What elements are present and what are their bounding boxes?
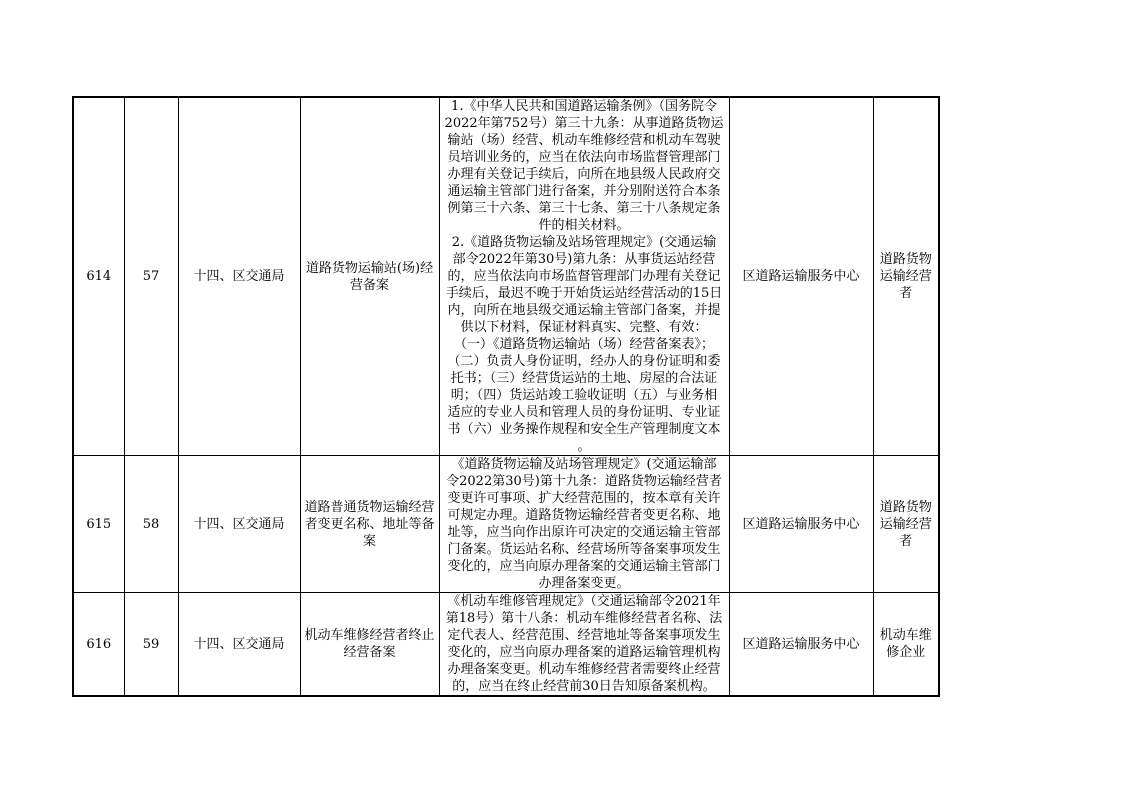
legal-basis-cell-line: 输站（场）经营、机动车维修经营和机动车驾驶 <box>447 133 721 148</box>
department-cell: 十四、区交通局 <box>178 97 300 456</box>
target-party-cell-line: 者 <box>899 533 913 549</box>
item-name-cell-line: 者变更名称、地址等备 <box>304 516 435 532</box>
filing-items-table <box>72 96 940 697</box>
legal-basis-cell-line: 变更许可事项、扩大经营范围的，按本章有关许 <box>447 491 721 506</box>
target-party-cell <box>873 456 939 593</box>
legal-basis-cell-line: 手续后，最迟不晚于开始货运站经营活动的15日 <box>445 286 723 301</box>
legal-basis-cell-line: 办理备案变更。机动车维修经营者需要终止经营 <box>447 662 721 677</box>
legal-basis-cell-line: 变化的，应当向原办理备案的道路运输管理机构 <box>447 645 721 660</box>
department-cell: 十四、区交通局 <box>178 456 300 593</box>
legal-basis-cell-line: 的，应当依法向市场监督管理部门办理有关登记 <box>447 269 721 284</box>
agency-cell: 区道路运输服务中心 <box>729 593 873 697</box>
legal-basis-cell-line: 令2022第30号)第十九条：道路货物运输经营者 <box>446 474 722 489</box>
legal-basis-cell-line: 员培训业务的，应当在依法向市场监督管理部门 <box>447 150 721 165</box>
legal-basis-cell-line: 。 <box>577 439 591 454</box>
legal-basis-cell-line: 2022年第752号）第三十九条：从事道路货物运 <box>444 116 724 131</box>
target-party-cell-line: 修企业 <box>886 645 926 660</box>
target-party-cell-line: 机动车维 <box>879 628 932 643</box>
legal-basis-cell-line: 托书；（三）经营货运站的土地、房屋的合法证 <box>450 371 718 386</box>
legal-basis-cell-line: 变化的，应当向原办理备案的交通运输主管部门 <box>447 559 721 574</box>
legal-basis-cell-line: 第18号）第十八条：机动车维修经营者名称、法 <box>445 611 723 626</box>
legal-basis-cell-line: 1.《中华人民共和国道路运输条例》（国务院令 <box>451 99 717 114</box>
item-name-cell <box>300 456 439 593</box>
item-name-cell-line: 道路普通货物运输经营 <box>304 499 435 515</box>
item-name-cell-line: 案 <box>362 533 376 549</box>
item-name-cell <box>300 97 439 456</box>
legal-basis-cell-line: 定代表人、经营范围、经营地址等备案事项发生 <box>447 628 721 643</box>
target-party-cell-line: 运输经营 <box>879 269 932 284</box>
legal-basis-cell-line: 《道路货物运输及站场管理规定》(交通运输部 <box>451 457 717 472</box>
legal-basis-cell-line: 通运输主管部门进行备案，并分别附送符合本条 <box>447 184 721 199</box>
item-name-cell-line: 经营备案 <box>343 645 396 660</box>
item-name-cell-line: 道路货物运输站(场)经 <box>305 260 434 276</box>
legal-basis-cell-line: （一）《道路货物运输站（场）经营备案表》； <box>453 337 714 352</box>
target-party-cell-line: 者 <box>899 286 913 301</box>
agency-cell: 区道路运输服务中心 <box>729 456 873 593</box>
table-row <box>73 456 939 593</box>
legal-basis-cell-line: 《机动车维修管理规定》（交通运输部令2021年 <box>447 594 721 609</box>
item-number-cell: 57 <box>124 97 178 456</box>
table-row <box>73 593 939 697</box>
legal-basis-cell-line: 办理备案变更。 <box>538 576 630 591</box>
serial-number-cell: 614 <box>73 97 124 456</box>
legal-basis-cell-line: 供以下材料，保证材料真实、完整、有效： <box>460 320 708 335</box>
item-number-cell: 59 <box>124 593 178 697</box>
legal-basis-cell-line: 内，向所在地县级交通运输主管部门备案，并提 <box>447 303 721 318</box>
target-party-cell-line: 运输经营 <box>879 516 932 532</box>
legal-basis-cell <box>439 593 729 697</box>
item-name-cell-line: 机动车维修经营者终止 <box>304 628 435 643</box>
legal-basis-cell-line: （二）负责人身份证明，经办人的身份证明和委 <box>447 354 721 369</box>
legal-basis-cell-line: 书（六）业务操作规程和安全生产管理制度文本 <box>447 422 721 437</box>
item-name-cell-line: 营备案 <box>349 277 389 293</box>
legal-basis-cell-line: 明；（四）货运站竣工验收证明（五）与业务相 <box>450 388 718 403</box>
legal-basis-cell-line: 部令2022年第30号)第九条：从事货运站经营 <box>452 252 716 267</box>
legal-basis-cell <box>439 456 729 593</box>
legal-basis-cell-line: 办理有关登记手续后，向所在地县级人民政府交 <box>447 167 721 182</box>
table-row <box>73 97 939 456</box>
legal-basis-cell-line: 门备案。货运站名称、经营场所等备案事项发生 <box>447 542 721 557</box>
target-party-cell <box>873 593 939 697</box>
department-cell: 十四、区交通局 <box>178 593 300 697</box>
target-party-cell <box>873 97 939 456</box>
serial-number-cell: 616 <box>73 593 124 697</box>
target-party-cell-line: 道路货物 <box>879 499 932 515</box>
legal-basis-cell-line: 例第三十六条、第三十七条、第三十八条规定条 <box>447 201 721 216</box>
serial-number-cell: 615 <box>73 456 124 593</box>
target-party-cell-line: 道路货物 <box>879 252 932 267</box>
legal-basis-cell-line: 适应的专业人员和管理人员的身份证明、专业证 <box>447 405 721 420</box>
item-number-cell: 58 <box>124 456 178 593</box>
legal-basis-cell-line: 件的相关材料。 <box>538 218 630 233</box>
legal-basis-cell <box>439 97 729 456</box>
legal-basis-cell-line: 址等，应当向作出原许可决定的交通运输主管部 <box>447 525 721 540</box>
legal-basis-cell-line: 的，应当在终止经营前30日告知原备案机构。 <box>452 679 716 694</box>
legal-basis-cell-line: 可规定办理。道路货物运输经营者变更名称、地 <box>447 508 721 523</box>
item-name-cell <box>300 593 439 697</box>
agency-cell: 区道路运输服务中心 <box>729 97 873 456</box>
legal-basis-cell-line: 2.《道路货物运输及站场管理规定》(交通运输 <box>451 235 717 250</box>
